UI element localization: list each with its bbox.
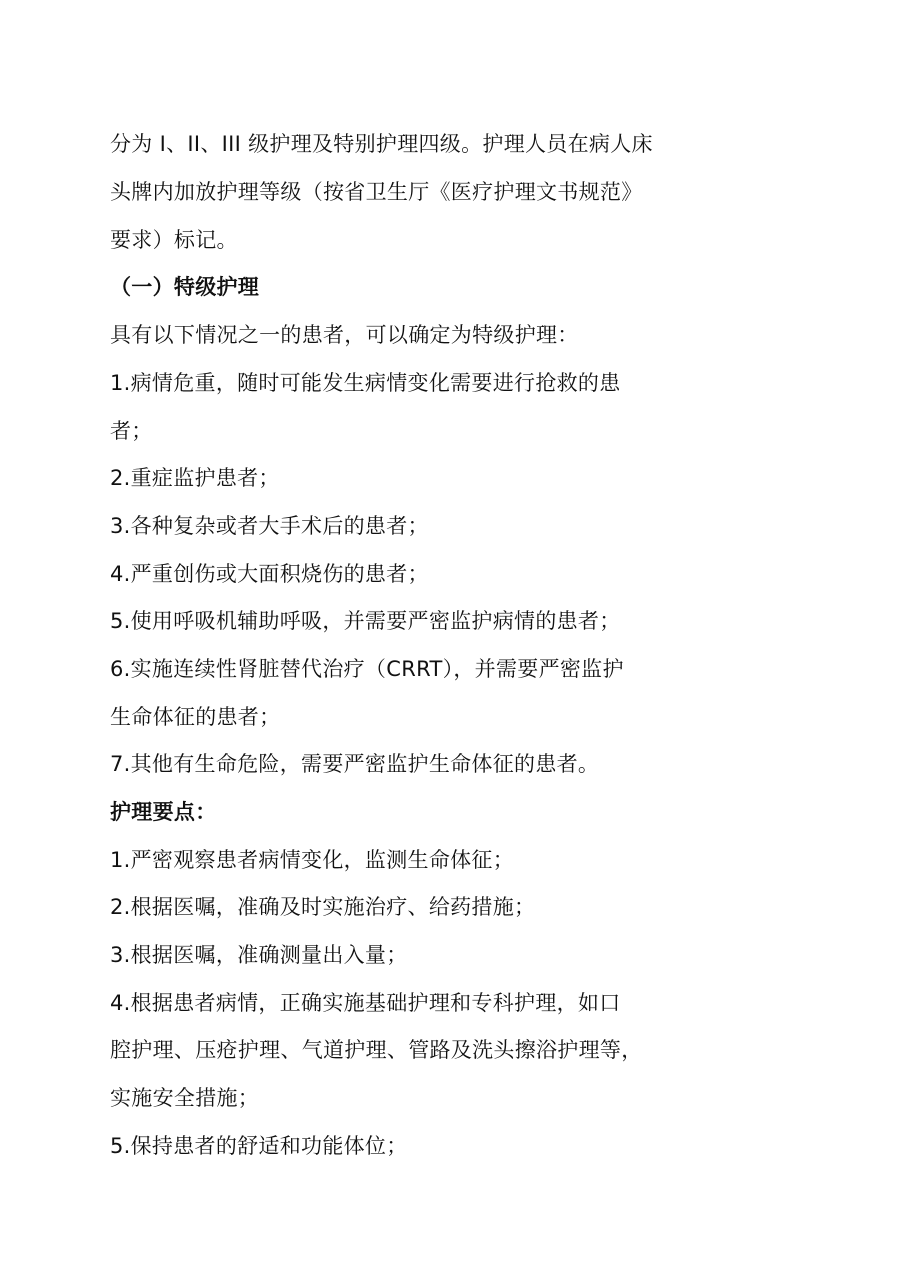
key-points-heading: 护理要点： xyxy=(110,800,217,824)
criteria-item-2: 2.重症监护患者； xyxy=(110,466,280,490)
intro-line-2: 头牌内加放护理等级（按省卫生厅《医疗护理文书规范》 xyxy=(110,180,643,204)
key-point-1: 1.严密观察患者病情变化，监测生命体征； xyxy=(110,848,515,872)
criteria-item-3: 3.各种复杂或者大手术后的患者； xyxy=(110,514,429,538)
criteria-item-4: 4.严重创伤或大面积烧伤的患者； xyxy=(110,562,429,586)
section-heading: （一）特级护理 xyxy=(110,275,260,299)
criteria-item-7: 7.其他有生命危险，需要严密监护生命体征的患者。 xyxy=(110,752,600,776)
key-point-4: 4.根据患者病情，正确实施基础护理和专科护理，如口 xyxy=(110,991,621,1015)
criteria-item-6: 6.实施连续性肾脏替代治疗（CRRT），并需要严密监护 xyxy=(110,657,624,681)
criteria-item-6-cont: 生命体征的患者； xyxy=(110,705,281,729)
key-point-4-cont-2: 实施安全措施； xyxy=(110,1086,260,1110)
criteria-item-1-cont: 者； xyxy=(110,419,153,443)
intro-line-1: 分为 I、II、III 级护理及特别护理四级。护理人员在病人床 xyxy=(110,132,653,156)
key-point-4-cont-1: 腔护理、压疮护理、气道护理、管路及洗头擦浴护理等， xyxy=(110,1038,643,1062)
criteria-item-1: 1.病情危重，随时可能发生病情变化需要进行抢救的患 xyxy=(110,371,621,395)
criteria-intro: 具有以下情况之一的患者，可以确定为特级护理： xyxy=(110,323,579,347)
key-point-3: 3.根据医嘱，准确测量出入量； xyxy=(110,943,408,967)
key-point-2: 2.根据医嘱，准确及时实施治疗、给药措施； xyxy=(110,895,536,919)
key-point-5: 5.保持患者的舒适和功能体位； xyxy=(110,1134,408,1158)
intro-line-3: 要求）标记。 xyxy=(110,228,238,252)
criteria-item-5: 5.使用呼吸机辅助呼吸，并需要严密监护病情的患者； xyxy=(110,609,621,633)
